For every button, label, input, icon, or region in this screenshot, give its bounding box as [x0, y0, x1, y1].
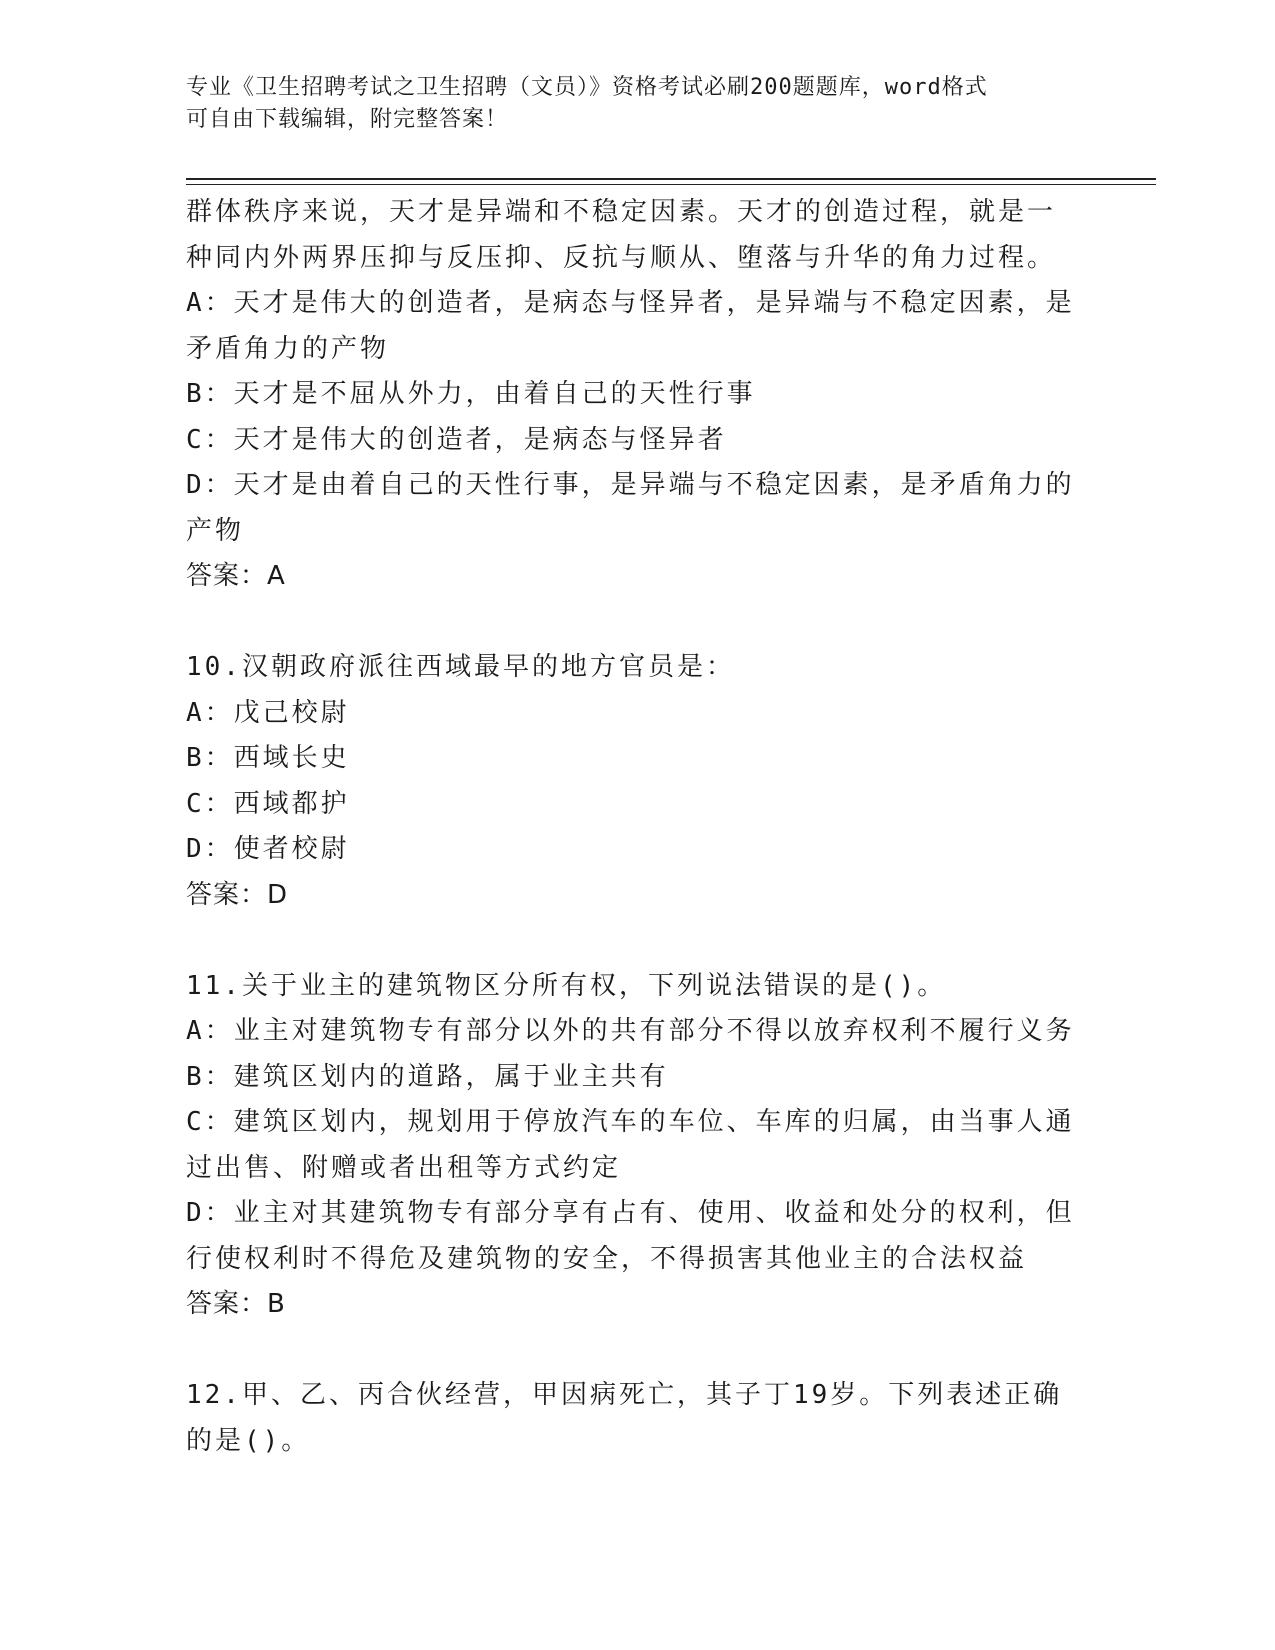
spacer	[186, 600, 1076, 646]
question-10	[186, 645, 1076, 918]
answer: 答案：B	[186, 1289, 286, 1319]
passage-line: 群体秩序来说，天才是异端和不稳定因素。天才的创造过程，就是一	[186, 197, 1057, 227]
question-text: 11.关于业主的建筑物区分所有权，下列说法错误的是()。	[186, 970, 947, 1001]
option-d: D：业主对其建筑物专有部分享有占有、使用、收益和处分的权利，但行使权利时不得危及建筑物的安全，不得损害其他业主的合法权益	[186, 1198, 1075, 1274]
question-text: 12.甲、乙、丙合伙经营，甲因病死亡，其子丁19岁。下列表述正确的是()。	[186, 1380, 1063, 1456]
option-a: A：天才是伟大的创造者，是病态与怪异者，是异端与不稳定因素，是矛盾角力的产物	[186, 288, 1075, 364]
option-c: C：建筑区划内，规划用于停放汽车的车位、车库的归属，由当事人通过出售、附赠或者出租等方式约定	[186, 1107, 1075, 1183]
option-a: A：业主对建筑物专有部分以外的共有部分不得以放弃权利不履行义务	[186, 1016, 1075, 1046]
document-body	[186, 190, 1076, 1464]
answer: 答案：A	[186, 561, 286, 591]
answer: 答案：D	[186, 879, 289, 910]
header-divider-thin	[186, 184, 1156, 185]
option-d: D：使者校尉	[186, 834, 350, 864]
header-line-2: 可自由下载编辑，附完整答案！	[186, 107, 509, 132]
question-9-continuation	[186, 190, 1076, 600]
option-b: B：建筑区划内的道路，属于业主共有	[186, 1061, 669, 1092]
question-12	[186, 1373, 1076, 1464]
option-b: B：天才是不屈从外力，由着自己的天性行事	[186, 379, 756, 409]
page-header	[186, 72, 1066, 136]
option-c: C：西域都护	[186, 788, 350, 819]
header-line-1: 专业《卫生招聘考试之卫生招聘（文员）》资格考试必刷200题题库，word格式	[186, 75, 988, 100]
question-text: 10.汉朝政府派往西域最早的地方官员是：	[186, 652, 735, 682]
option-b: B：西域长史	[186, 743, 350, 773]
option-d: D：天才是由着自己的天性行事，是异端与不稳定因素，是矛盾角力的产物	[186, 470, 1075, 546]
spacer	[186, 1328, 1076, 1374]
option-c: C：天才是伟大的创造者，是病态与怪异者	[186, 424, 727, 455]
question-11	[186, 964, 1076, 1328]
spacer	[186, 918, 1076, 964]
header-divider-thick	[186, 178, 1156, 180]
option-a: A：戊己校尉	[186, 697, 350, 728]
passage-line: 种同内外两界压抑与反压抑、反抗与顺从、堕落与升华的角力过程。	[186, 242, 1057, 273]
